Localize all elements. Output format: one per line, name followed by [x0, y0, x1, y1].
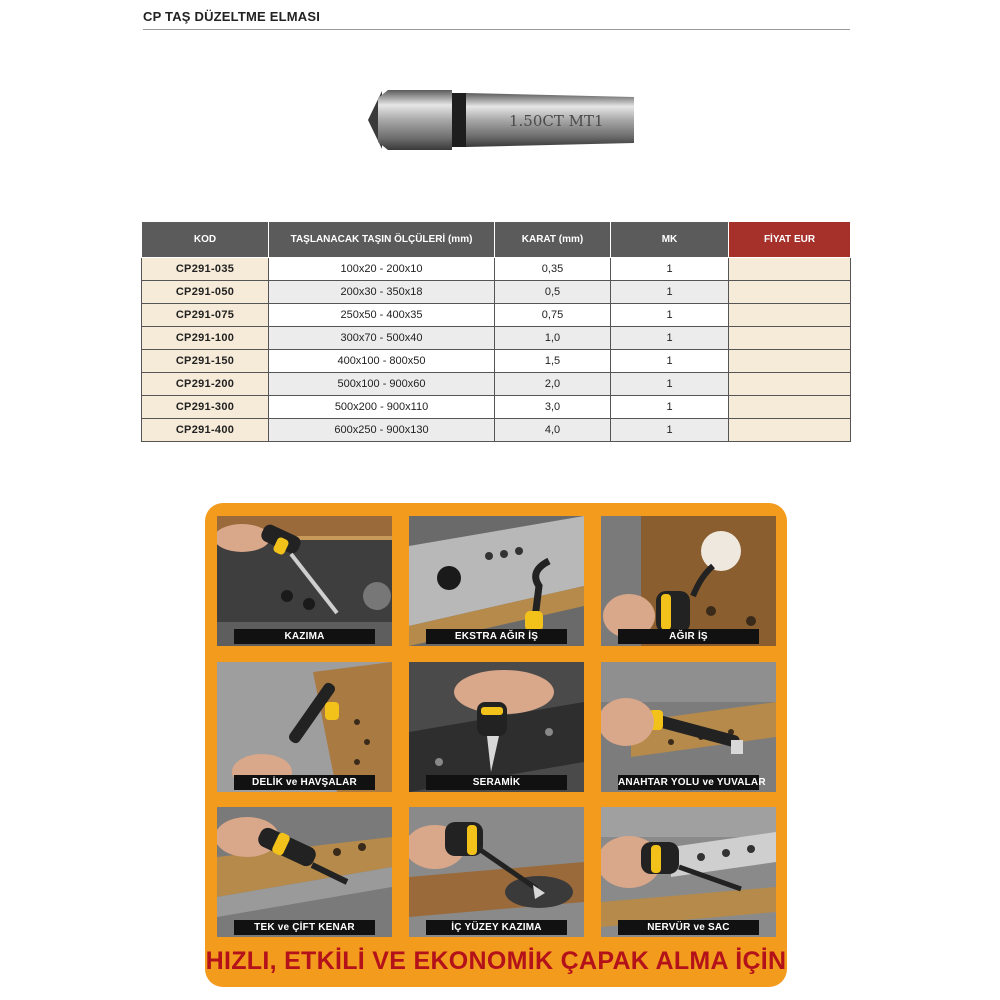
- table-row: [142, 373, 851, 396]
- cell-olcu: 250x50 - 400x35: [269, 304, 495, 327]
- applications-panel: [205, 503, 787, 987]
- cell-mk: 1: [611, 350, 729, 373]
- cell-karat: 0,75: [495, 304, 611, 327]
- tile-label: İÇ YÜZEY KAZIMA: [426, 920, 567, 935]
- tile-label: SERAMİK: [426, 775, 567, 790]
- cell-mk: 1: [611, 327, 729, 350]
- cell-karat: 0,35: [495, 258, 611, 281]
- cell-mk: 1: [611, 373, 729, 396]
- cell-olcu: 400x100 - 800x50: [269, 350, 495, 373]
- tile-label: DELİK ve HAVŞALAR: [234, 775, 375, 790]
- table-row: [142, 419, 851, 442]
- cell-karat: 1,0: [495, 327, 611, 350]
- cell-mk: 1: [611, 304, 729, 327]
- cell-olcu: 300x70 - 500x40: [269, 327, 495, 350]
- tile-nervur-sac: [601, 807, 776, 937]
- cell-mk: 1: [611, 258, 729, 281]
- cell-olcu: 500x200 - 900x110: [269, 396, 495, 419]
- tile-photo: [409, 516, 584, 646]
- cell-kod: CP291-075: [142, 304, 269, 327]
- cell-olcu: 100x20 - 200x10: [269, 258, 495, 281]
- tile-kazima: [217, 516, 392, 646]
- cell-karat: 4,0: [495, 419, 611, 442]
- tile-label: EKSTRA AĞIR İŞ: [426, 629, 567, 644]
- tile-anahtar-yolu: [601, 662, 776, 792]
- cell-fiyat: [729, 304, 851, 327]
- cell-kod: CP291-400: [142, 419, 269, 442]
- cell-fiyat: [729, 327, 851, 350]
- cell-fiyat: [729, 396, 851, 419]
- cell-mk: 1: [611, 281, 729, 304]
- tile-label: TEK ve ÇİFT KENAR: [234, 920, 375, 935]
- col-header-olcu: TAŞLANACAK TAŞIN ÖLÇÜLERİ (mm): [269, 222, 495, 258]
- col-header-mk: MK: [611, 222, 729, 258]
- tagline: HIZLI, ETKİLİ VE EKONOMİK ÇAPAK ALMA İÇİN: [205, 947, 787, 975]
- title-divider: [143, 29, 850, 30]
- table-row: [142, 304, 851, 327]
- page-title: CP TAŞ DÜZELTME ELMASI: [143, 9, 321, 24]
- tile-label: KAZIMA: [234, 629, 375, 644]
- table-row: [142, 327, 851, 350]
- table-row: [142, 281, 851, 304]
- tile-photo: [217, 662, 392, 792]
- cell-karat: 2,0: [495, 373, 611, 396]
- tile-label: ANAHTAR YOLU ve YUVALAR: [618, 777, 766, 788]
- col-header-fiyat: FİYAT EUR: [729, 222, 851, 258]
- cell-fiyat: [729, 281, 851, 304]
- cell-fiyat: [729, 258, 851, 281]
- cell-mk: 1: [611, 396, 729, 419]
- cell-kod: CP291-100: [142, 327, 269, 350]
- tile-photo: [601, 516, 776, 646]
- tile-photo: [601, 662, 776, 792]
- cell-fiyat: [729, 350, 851, 373]
- tile-photo: [217, 516, 392, 646]
- product-marking: 1.50CT MT1: [509, 112, 604, 130]
- tile-label: NERVÜR ve SAC: [618, 920, 759, 935]
- cell-olcu: 600x250 - 900x130: [269, 419, 495, 442]
- cell-mk: 1: [611, 419, 729, 442]
- cell-olcu: 200x30 - 350x18: [269, 281, 495, 304]
- cell-fiyat: [729, 373, 851, 396]
- cell-karat: 3,0: [495, 396, 611, 419]
- tile-tek-cift-kenar: [217, 807, 392, 937]
- cell-fiyat: [729, 419, 851, 442]
- tile-photo: [217, 807, 392, 937]
- dresser-tool-image: [366, 84, 642, 156]
- cell-karat: 0,5: [495, 281, 611, 304]
- tile-agir-is: [601, 516, 776, 646]
- table-row: [142, 396, 851, 419]
- cell-kod: CP291-035: [142, 258, 269, 281]
- cell-karat: 1,5: [495, 350, 611, 373]
- table-header-row: [142, 222, 851, 258]
- table-row: [142, 350, 851, 373]
- col-header-kod: KOD: [142, 222, 269, 258]
- tile-photo: [409, 807, 584, 937]
- tile-delik-havsalar: [217, 662, 392, 792]
- col-header-karat: KARAT (mm): [495, 222, 611, 258]
- cell-kod: CP291-150: [142, 350, 269, 373]
- cell-olcu: 500x100 - 900x60: [269, 373, 495, 396]
- cell-kod: CP291-300: [142, 396, 269, 419]
- tile-label: AĞIR İŞ: [618, 629, 759, 644]
- tile-seramik: [409, 662, 584, 792]
- spec-table: [141, 221, 851, 442]
- tile-photo: [409, 662, 584, 792]
- cell-kod: CP291-050: [142, 281, 269, 304]
- table-row: [142, 258, 851, 281]
- tile-ic-yuzey-kazima: [409, 807, 584, 937]
- cell-kod: CP291-200: [142, 373, 269, 396]
- tile-photo: [601, 807, 776, 937]
- tile-ekstra-agir-is: [409, 516, 584, 646]
